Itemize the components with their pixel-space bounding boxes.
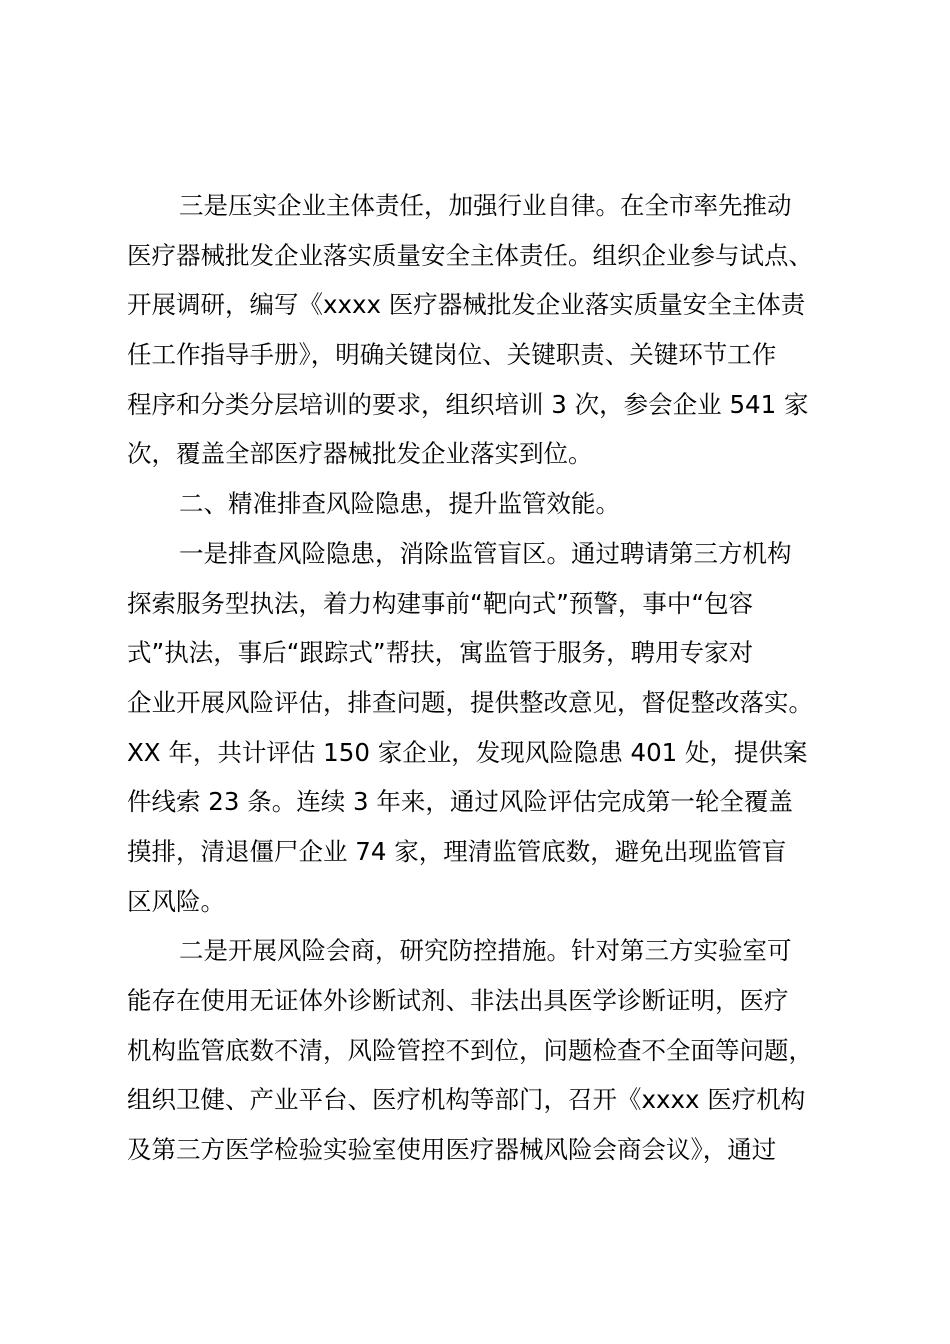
paragraph-line: XX 年，共计评估 150 家企业，发现风险隐患 401 处，提供案 <box>127 737 808 767</box>
section-heading: 二、精准排查风险隐患，提升监管效能。 <box>179 489 620 519</box>
paragraph-line: 企业开展风险评估，排查问题，提供整改意见，督促整改落实。 <box>127 687 813 717</box>
paragraph-line: 开展调研，编写《xxxx 医疗器械批发企业落实质量安全主体责 <box>127 290 806 320</box>
paragraph-line: 能存在使用无证体外诊断试剂、非法出具医学诊断证明，医疗 <box>127 986 789 1015</box>
paragraph-line: 二是开展风险会商，研究防控措施。针对第三方实验室可 <box>179 936 792 966</box>
paragraph-line: 摸排，清退僵尸企业 74 家，理清监管底数，避免出现监管盲 <box>127 836 787 866</box>
paragraph-line: 机构监管底数不清，风险管控不到位，问题检查不全面等问题， <box>127 1035 813 1065</box>
paragraph-line: 医疗器械批发企业落实质量安全主体责任。组织企业参与试点、 <box>127 240 813 270</box>
paragraph-line: 一是排查风险隐患，消除监管盲区。通过聘请第三方机构 <box>179 538 792 568</box>
paragraph-line: 探索服务型执法，着力构建事前“靶向式”预警，事中“包容 <box>127 588 754 618</box>
paragraph-line: 组织卫健、产业平台、医疗机构等部门，召开《xxxx 医疗机构 <box>127 1085 806 1115</box>
paragraph-line: 式”执法，事后“跟踪式”帮扶，寓监管于服务，聘用专家对 <box>127 638 754 668</box>
paragraph-line: 区风险。 <box>127 886 225 916</box>
paragraph-line: 及第三方医学检验实验室使用医疗器械风险会商会议》，通过 <box>127 1135 777 1165</box>
paragraph-line: 件线索 23 条。连续 3 年来，通过风险评估完成第一轮全覆盖 <box>127 787 793 817</box>
body-text <box>127 181 855 1175</box>
paragraph-line: 次，覆盖全部医疗器械批发企业落实到位。 <box>127 439 593 469</box>
paragraph-line: 任工作指导手册》，明确关键岗位、关键职责、关键环节工作 <box>127 340 777 370</box>
paragraph-line: 程序和分类分层培训的要求，组织培训 3 次，参会企业 541 家 <box>127 389 809 419</box>
paragraph-line: 三是压实企业主体责任，加强行业自律。在全市率先推动 <box>179 191 792 220</box>
